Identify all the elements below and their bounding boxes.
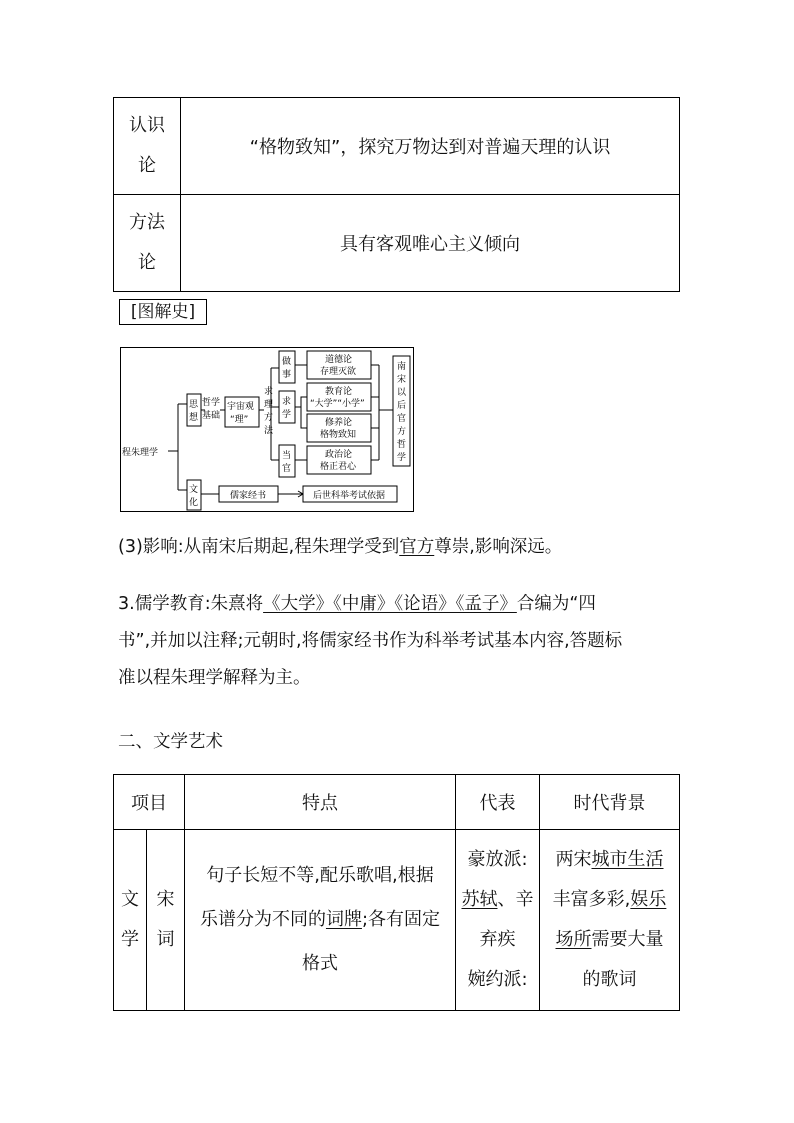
- zhexue-text: 哲学: [202, 398, 221, 408]
- text: ;各有固定: [361, 909, 441, 930]
- row-value: 具有客观唯心主义倾向: [181, 195, 680, 292]
- background-cell: [540, 830, 680, 1011]
- underlined-text: 城市生活: [591, 849, 664, 870]
- cell-text: 豪放派:: [467, 849, 528, 870]
- cell-text: 句子长短不等,配乐歌唱,根据: [206, 865, 434, 886]
- text: 合编为“四: [516, 594, 596, 614]
- nansong-text: 南: [397, 362, 407, 372]
- line: [118, 586, 688, 623]
- zuoshi-text: 做: [282, 357, 292, 367]
- cell-text: 弃疾: [479, 929, 516, 950]
- zuoshi-text: 事: [282, 370, 292, 380]
- jiaoyu-text: 教育论: [325, 387, 353, 397]
- jiaoyu-text: “大学”“小学”: [310, 399, 365, 409]
- philosophy-table: [113, 97, 680, 292]
- education-paragraph: [118, 586, 688, 697]
- sixiang-text: 思: [189, 400, 199, 410]
- wenhua-text: 化: [189, 498, 199, 508]
- cell-text: 文: [121, 889, 139, 910]
- cell-text: 婉约派:: [467, 969, 528, 990]
- yuzhouguan-text: 宇宙观: [227, 402, 255, 412]
- table-row: [114, 830, 680, 1011]
- xiuyang-text: 修养论: [325, 418, 353, 428]
- nansong-text: 方: [397, 427, 407, 437]
- rujia-text: 儒家经书: [230, 491, 267, 501]
- zhengzhi-text: 政治论: [325, 450, 353, 460]
- cell-text: 格式: [302, 953, 338, 974]
- cell-text: [540, 920, 679, 960]
- row-label: [114, 195, 181, 292]
- label-text: 论: [138, 252, 156, 273]
- nansong-text: 官: [397, 414, 407, 424]
- daode-text: 存理灭欲: [320, 367, 357, 377]
- root-label: 程朱理学: [122, 448, 159, 458]
- label-text: 认识: [129, 115, 165, 136]
- underlined-text: 官方: [399, 537, 435, 557]
- nansong-text: 后: [397, 401, 407, 411]
- text: 3.儒学教育:朱熹将: [118, 594, 264, 614]
- cell-text: [185, 898, 455, 942]
- concept-diagram: [120, 347, 414, 512]
- zhengzhi-text: 格正君心: [320, 462, 357, 472]
- cell-text: [540, 840, 679, 880]
- wenhua-text: 文: [189, 485, 199, 495]
- row-label: [114, 98, 181, 195]
- method-text: 法: [264, 426, 274, 436]
- underlined-text: 场所: [555, 929, 592, 950]
- qiuxue-text: 求: [282, 397, 292, 407]
- qiuxue-text: 学: [282, 410, 292, 420]
- dangguan-text: 官: [282, 464, 292, 474]
- cell-text: [540, 880, 679, 920]
- text: 、辛: [497, 889, 534, 910]
- subcategory-cell: [147, 830, 185, 1011]
- method-text: 方: [264, 413, 274, 423]
- nansong-text: 学: [397, 453, 407, 463]
- underlined-text: 《大学》《中庸》《论语》《孟子》: [263, 594, 517, 614]
- text: 需要大量: [591, 929, 664, 950]
- header-cell: 时代背景: [540, 775, 680, 830]
- header-cell: 项目: [114, 775, 185, 830]
- method-text: 理: [264, 400, 274, 410]
- text: 两宋: [555, 849, 592, 870]
- line: 书”,并加以注释;元朝时,将儒家经书作为科举考试基本内容,答题标: [118, 631, 623, 651]
- underlined-text: 词牌: [325, 909, 362, 930]
- feature-cell: [185, 830, 456, 1011]
- zhexue-text: 基础: [202, 411, 221, 421]
- header-row: [114, 775, 680, 830]
- table-row: [114, 98, 680, 195]
- sixiang-text: 想: [189, 413, 199, 423]
- cell-text: 宋: [156, 889, 175, 910]
- line: 准以程朱理学解释为主。: [118, 668, 311, 688]
- method-text: 求: [264, 387, 274, 397]
- nansong-text: 哲: [397, 440, 407, 450]
- header-cell: 特点: [185, 775, 456, 830]
- table-row: [114, 195, 680, 292]
- text: (3)影响:从南宋后期起,程朱理学受到: [118, 537, 400, 557]
- cell-text: [456, 880, 539, 920]
- cell-text: 学: [121, 929, 139, 950]
- text: 尊崇,影响深远。: [434, 537, 563, 557]
- underlined-text: 苏轼: [461, 889, 498, 910]
- category-cell: [114, 830, 147, 1011]
- row-value: “格物致知”，探究万物达到对普遍天理的认识: [181, 98, 680, 195]
- literature-table: [113, 774, 680, 1011]
- representative-cell: [456, 830, 540, 1011]
- section-tag: [图解史]: [119, 299, 207, 325]
- influence-paragraph: [118, 529, 688, 566]
- yuzhouguan-text: “理”: [230, 415, 249, 425]
- cell-text: 的歌词: [582, 969, 637, 990]
- nansong-text: 以: [397, 388, 407, 398]
- keju-text: 后世科举考试依据: [313, 491, 386, 501]
- header-cell: 代表: [456, 775, 540, 830]
- label-text: 论: [138, 155, 156, 176]
- label-text: 方法: [129, 212, 165, 233]
- xiuyang-text: 格物致知: [320, 430, 357, 440]
- daode-text: 道德论: [325, 355, 353, 365]
- text: 乐谱分为不同的: [199, 909, 326, 930]
- text: 丰富多彩,: [552, 889, 631, 910]
- cell-text: 词: [156, 929, 175, 950]
- dangguan-text: 当: [282, 451, 292, 461]
- underlined-text: 娱乐: [630, 889, 667, 910]
- nansong-text: 宋: [397, 375, 407, 385]
- section-title: 二、文学艺术: [118, 732, 223, 752]
